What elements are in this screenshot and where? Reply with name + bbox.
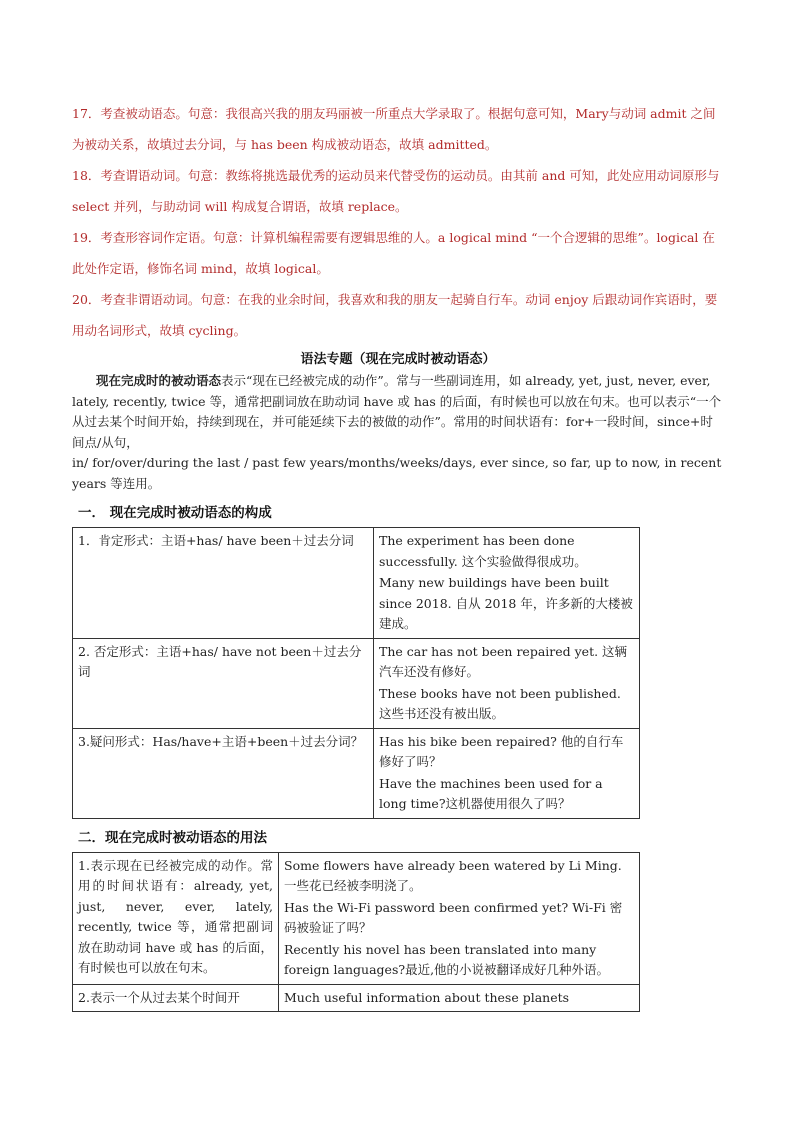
example-sentence: Much useful information about these planets [284, 989, 570, 1005]
document-page [72, 98, 724, 1012]
example-cell [279, 984, 640, 1012]
part2-heading: 二．现在完成时被动语态的用法 [78, 829, 267, 846]
example-cell [374, 528, 640, 639]
intro-text: 表示“现在已经被完成的动作”。常与一些副词连用，如 already, yet, just, never, ever, lately, recently, twice 等，通常把副词放在助动词 have 或 has 的后面，有时候也可以放在句末。也可以表示“一个从过去某个时间开始，持续到现在，并可能延续下去的被做的动作”。常用的时间状语有：for+一段时间，since+时间点/从句， [72, 373, 722, 450]
section-title: 语法专题（现在完成时被动语态） [300, 352, 496, 367]
intro-paragraph [72, 371, 724, 453]
example-sentence: Has his bike been repaired? 他的自行车修好了吗？ [379, 733, 624, 769]
example-sentence: The car has not been repaired yet. 这辆汽车还没有修好。 [379, 643, 628, 679]
answer-19: 19．考查形容词作定语。句意：计算机编程需要有逻辑思维的人。a logical mind “一个合逻辑的思维”。logical 在此处作定语，修饰名词 mind，故填 logical。 [72, 230, 715, 276]
table-row [73, 728, 640, 818]
example-sentence: The experiment has been done successfully. 这个实验做得很成功。 [379, 533, 587, 569]
table-row [73, 852, 640, 984]
answer-20: 20．考查非谓语动词。句意：在我的业余时间，我喜欢和我的朋友一起骑自行车。动词 enjoy 后跟动词作宾语时，要用动名词形式，故填 cycling。 [72, 292, 718, 338]
intro-bold-term: 现在完成时的被动语态 [96, 373, 222, 388]
example-sentence: Have the machines been used for a long time?这机器使用很久了吗？ [379, 775, 603, 811]
example-sentence: Has the Wi-Fi password been confirmed yet? Wi-Fi 密码被验证了吗？ [284, 899, 623, 935]
usage-cell: 1.表示现在已经被完成的动作。常用的时间状语有：already, yet, just, never, ever, lately, recently, twice 等，通常把副词放在助动词 have 或 has 的后面，有时候也可以放在句末。 [73, 852, 279, 984]
answer-17: 17．考查被动语态。句意：我很高兴我的朋友玛丽被一所重点大学录取了。根据句意可知，Mary与动词 admit 之间为被动关系，故填过去分词，与 has been 构成被动语态，故填 admitted。 [72, 106, 716, 152]
usage-table [72, 852, 640, 1013]
example-cell [374, 638, 640, 728]
form-cell: 2. 否定形式：主语+has/ have not been＋过去分词 [73, 638, 374, 728]
table-row [73, 984, 640, 1012]
table-row [73, 638, 640, 728]
usage-cell: 2.表示一个从过去某个时间开 [73, 984, 279, 1012]
example-cell [279, 852, 640, 984]
table-row [73, 528, 640, 639]
intro-line2: in/ for/over/during the last / past few years/months/weeks/days, ever since, so far, up to now, in recent years 等连用。 [72, 455, 722, 491]
formation-table [72, 527, 640, 819]
example-cell [374, 728, 640, 818]
form-cell: 1．肯定形式：主语+has/ have been＋过去分词 [73, 528, 374, 639]
example-sentence: Many new buildings have been built since 2018. 自从 2018 年，许多新的大楼被建成。 [379, 575, 633, 631]
example-sentence: Recently his novel has been translated into many foreign languages?最近,他的小说被翻译成好几种外语。 [284, 941, 610, 977]
part1-heading: 一． 现在完成时被动语态的构成 [78, 505, 272, 521]
example-sentence: Some flowers have already been watered by Li Ming. 一些花已经被李明浇了。 [284, 857, 622, 893]
answer-18: 18．考查谓语动词。句意：教练将挑选最优秀的运动员来代替受伤的运动员。由其前 and 可知，此处应用动词原形与 select 并列，与助动词 will 构成复合谓语，故填 replace。 [72, 168, 720, 214]
example-sentence: These books have not been published. 这些书还没有被出版。 [379, 685, 621, 721]
form-cell: 3.疑问形式：Has/have+主语+been＋过去分词？ [73, 728, 374, 818]
